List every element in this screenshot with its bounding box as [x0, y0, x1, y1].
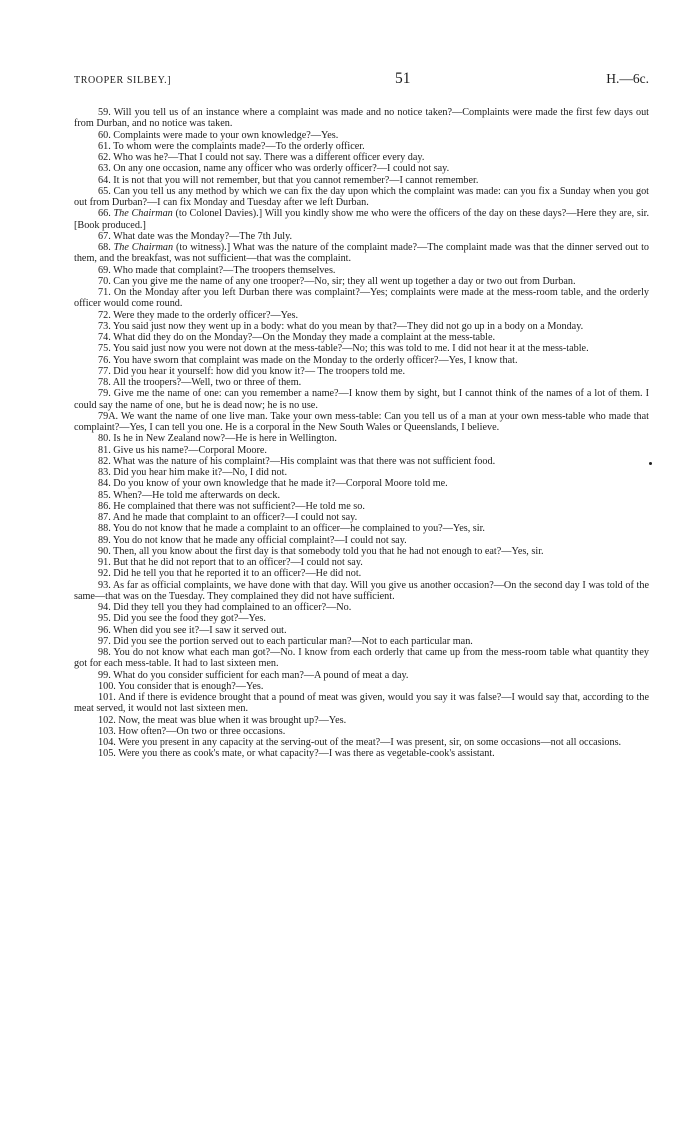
- question-number: 64.: [98, 174, 111, 186]
- question-number: 83.: [98, 467, 111, 478]
- question-number: 74.: [98, 332, 111, 343]
- question-number: 80.: [98, 433, 111, 445]
- question-number: 92.: [98, 568, 111, 580]
- question-text: (to Colonel Davies).] Will you kindly show me who were the officers of the day on these days?—Here they are, sir. [Book produced.]: [74, 208, 650, 231]
- question-text: Now, the meat was blue when it was brought up?—Yes.: [118, 714, 347, 726]
- question-paragraph: [74, 107, 649, 130]
- question-text: We want the name of one live man. Take your own mess-table: Can you tell us of a man at your own mess-table who made that complaint?—Yes, I can tell you one. He is a corporal in the New South Wales or Queenslands, I believe.: [74, 410, 649, 433]
- question-number: 85.: [98, 489, 111, 501]
- question-paragraph: [74, 163, 649, 174]
- question-text: Were they made to the orderly officer?—Yes.: [113, 309, 299, 321]
- question-paragraph: [74, 445, 649, 456]
- question-text: Did he tell you that he reported it to an officer?—He did not.: [113, 568, 362, 580]
- question-text: It is not that you will not remember, but that you cannot remember?—I cannot remember.: [113, 174, 479, 186]
- question-number: 102.: [98, 714, 116, 726]
- question-number: 96.: [98, 624, 111, 636]
- question-number: 87.: [98, 512, 111, 523]
- page-number: 51: [394, 70, 411, 87]
- question-number: 81.: [98, 444, 111, 456]
- question-paragraph: [74, 478, 649, 489]
- question-number: 89.: [98, 534, 111, 546]
- question-number: 101.: [98, 692, 116, 703]
- question-paragraph: [74, 321, 649, 332]
- question-text: Did you hear it yourself: how did you know it?— The troopers told me.: [113, 365, 406, 377]
- question-paragraph: [74, 366, 649, 377]
- question-number: 62.: [98, 152, 111, 163]
- question-paragraph: [74, 141, 649, 152]
- question-text: (to witness).] What was the nature of the complaint made?—The complaint made was that the dinner served out to them, and the breakfast, was not sufficient—that was the complaint.: [74, 242, 650, 265]
- question-number: 66.: [98, 208, 111, 220]
- question-paragraph: [74, 490, 649, 501]
- question-text: What do you consider sufficient for each man?—A pound of meat a day.: [113, 669, 409, 681]
- question-paragraph: [74, 276, 649, 287]
- question-paragraph: [74, 692, 649, 715]
- question-number: 65.: [98, 185, 111, 197]
- question-text: And he made that complaint to an officer?—I could not say.: [112, 512, 358, 523]
- question-paragraph: [74, 186, 649, 209]
- question-text: You have sworn that complaint was made on the Monday to the orderly officer?—Yes, I know that.: [112, 354, 518, 366]
- question-paragraph: [74, 411, 649, 434]
- question-number: 69.: [98, 264, 111, 276]
- page-header: [74, 70, 649, 88]
- margin-mark: [649, 462, 652, 465]
- question-text: Then, all you know about the first day is that somebody told you that he had not enough to eat?—Yes, sir.: [113, 545, 544, 557]
- question-text: Did you see the portion served out to each particular man?—Not to each particular man.: [113, 635, 473, 647]
- question-paragraph: [74, 343, 649, 354]
- question-text: What was the nature of his complaint?—His complaint was that there was not sufficient food.: [113, 455, 496, 467]
- question-text: How often?—On two or three occasions.: [118, 725, 286, 737]
- question-text: Did they tell you they had complained to an officer?—No.: [113, 602, 352, 613]
- question-paragraph: [74, 512, 649, 523]
- question-number: 103.: [98, 725, 116, 737]
- question-text: What date was the Monday?—The 7th July.: [113, 230, 293, 242]
- question-paragraph: [74, 310, 649, 321]
- question-paragraph: [74, 602, 649, 613]
- question-text: You said just now they went up in a body: what do you mean by that?—They did not go up in a body on a Monday.: [112, 320, 584, 332]
- question-text: On the Monday after you left Durban there was complaint?—Yes; complaints were made at the mess-room table, and the orderly officer would come round.: [74, 287, 649, 310]
- speaker-name: The Chairman: [113, 242, 174, 253]
- question-paragraph: [74, 535, 649, 546]
- question-text: Give us his name?—Corporal Moore.: [113, 444, 267, 456]
- question-text: Is he in New Zealand now?—He is here in Wellington.: [113, 433, 337, 445]
- question-paragraph: [74, 501, 649, 512]
- question-paragraph: [74, 130, 649, 141]
- question-number: 61.: [98, 140, 111, 152]
- question-number: 100.: [98, 680, 116, 692]
- question-number: 75.: [98, 343, 111, 355]
- question-paragraph: [74, 670, 649, 681]
- question-paragraph: [74, 737, 649, 748]
- question-text: But that he did not report that to an officer?—I could not say.: [113, 557, 363, 568]
- question-number: 86.: [98, 500, 111, 512]
- question-number: 88.: [98, 523, 111, 535]
- question-number: 98.: [98, 647, 111, 658]
- question-text: As far as official complaints, we have done with that day. Will you give us another occasion?—On the second day I was told of the same—that was on the Tuesday. They complained they did not have sufficient.: [74, 579, 650, 602]
- question-paragraph: [74, 546, 649, 557]
- question-paragraph: [74, 388, 649, 411]
- question-number: 99.: [98, 669, 111, 681]
- question-text: Who was he?—That I could not say. There was a different officer every day.: [113, 152, 425, 163]
- question-paragraph: [74, 715, 649, 726]
- question-paragraph: [74, 523, 649, 534]
- document-reference: H.—6c.: [606, 71, 649, 86]
- question-text: Were you present in any capacity at the serving-out of the meat?—I was present, sir, on some occasions—not all occasions.: [118, 737, 622, 748]
- question-text: Did you hear him make it?—No, I did not.: [113, 467, 288, 478]
- question-paragraph: [74, 332, 649, 343]
- question-number: 79.: [98, 388, 111, 400]
- question-paragraph: [74, 726, 649, 737]
- question-text: Complaints were made to your own knowledge?—Yes.: [113, 129, 339, 141]
- question-number: 76.: [98, 354, 111, 366]
- question-paragraph: [74, 287, 649, 310]
- question-paragraph: [74, 265, 649, 276]
- question-number: 84.: [98, 478, 111, 490]
- question-paragraph: [74, 613, 649, 624]
- question-text: Can you give me the name of any one trooper?—No, sir; they all went up together a day or two out from Durban.: [113, 275, 576, 287]
- question-number: 70.: [98, 275, 111, 287]
- question-text: Were you there as cook's mate, or what capacity?—I was there as vegetable-cook's assistant.: [118, 748, 495, 760]
- question-paragraph: [74, 175, 649, 186]
- question-number: 77.: [98, 365, 111, 377]
- question-number: 63.: [98, 163, 111, 175]
- question-paragraph: [74, 377, 649, 388]
- question-text: He complained that there was not sufficient?—He told me so.: [113, 500, 365, 512]
- question-number: 82.: [98, 455, 111, 467]
- question-text: Do you know of your own knowledge that he made it?—Corporal Moore told me.: [113, 478, 448, 490]
- question-paragraph: [74, 625, 649, 636]
- question-text: You said just now you were not down at the mess-table?—No; this was told to me. I did not hear it at the mess-table.: [112, 343, 589, 355]
- question-paragraph: [74, 242, 649, 265]
- question-text: Give me the name of one: can you remember a name?—I know them by sight, but I cannot think of the names of a lot of them. I could say the name of one, but he is dead now; he is no use.: [74, 388, 650, 411]
- question-number: 79A.: [98, 410, 119, 422]
- question-number: 71.: [98, 287, 111, 298]
- question-number: 105.: [98, 748, 116, 760]
- question-number: 97.: [98, 635, 111, 647]
- question-number: 68.: [98, 242, 111, 253]
- question-paragraph: [74, 568, 649, 579]
- question-number: 67.: [98, 230, 111, 242]
- question-number: 94.: [98, 602, 111, 613]
- question-paragraph: [74, 208, 649, 231]
- header-witness: TROOPER SILBEY.]: [74, 75, 172, 86]
- question-text: You do not know what each man got?—No. I know from each orderly that came up from the mess-room table what quantity they got for each mess-table. It had to last sixteen men.: [74, 647, 649, 670]
- question-paragraph: [74, 456, 649, 467]
- question-paragraph: [74, 231, 649, 242]
- question-number: 95.: [98, 613, 111, 625]
- question-number: 104.: [98, 737, 116, 748]
- question-paragraph: [74, 647, 649, 670]
- question-paragraph: [74, 748, 649, 759]
- question-paragraph: [74, 557, 649, 568]
- question-text: Did you see the food they got?—Yes.: [113, 613, 266, 625]
- question-text: Will you tell us of an instance where a complaint was made and no notice taken?—Complaints were made the first few days out from Durban, and no notice was taken.: [74, 107, 649, 130]
- question-text: When?—He told me afterwards on deck.: [113, 489, 281, 501]
- question-number: 93.: [98, 579, 111, 591]
- question-text: And if there is evidence brought that a pound of meat was given, would you say it was false?—I would say that, according to the meat served, it would not last sixteen men.: [74, 692, 649, 715]
- question-paragraph: [74, 467, 649, 478]
- question-number: 73.: [98, 320, 111, 332]
- testimony-body: [74, 107, 649, 760]
- question-number: 78.: [98, 377, 111, 388]
- question-text: To whom were the complaints made?—To the orderly officer.: [113, 140, 365, 152]
- question-text: On any one occasion, name any officer who was orderly officer?—I could not say.: [113, 163, 450, 175]
- question-text: You do not know that he made a complaint to an officer—he complained to you?—Yes, sir.: [112, 523, 485, 535]
- question-number: 60.: [98, 129, 111, 141]
- question-text: Can you tell us any method by which we can fix the day upon which the complaint was made: can you fix a Sunday when you got out from Durban?—I can fix Monday and Tuesday after we left Durban.: [74, 185, 650, 208]
- question-number: 91.: [98, 557, 111, 568]
- question-number: 90.: [98, 545, 111, 557]
- question-number: 72.: [98, 309, 111, 321]
- question-text: You do not know that he made any official complaint?—I could not say.: [112, 534, 407, 546]
- question-paragraph: [74, 433, 649, 444]
- question-number: 59.: [98, 107, 111, 118]
- question-text: All the troopers?—Well, two or three of them.: [112, 377, 302, 388]
- question-text: What did they do on the Monday?—On the Monday they made a complaint at the mess-table.: [113, 332, 496, 343]
- question-paragraph: [74, 355, 649, 366]
- question-paragraph: [74, 636, 649, 647]
- question-paragraph: [74, 152, 649, 163]
- question-text: Who made that complaint?—The troopers themselves.: [113, 264, 336, 276]
- question-paragraph: [74, 580, 649, 603]
- question-text: When did you see it?—I saw it served out.: [113, 624, 287, 636]
- question-paragraph: [74, 681, 649, 692]
- speaker-name: The Chairman: [113, 208, 173, 220]
- question-text: You consider that is enough?—Yes.: [118, 680, 264, 692]
